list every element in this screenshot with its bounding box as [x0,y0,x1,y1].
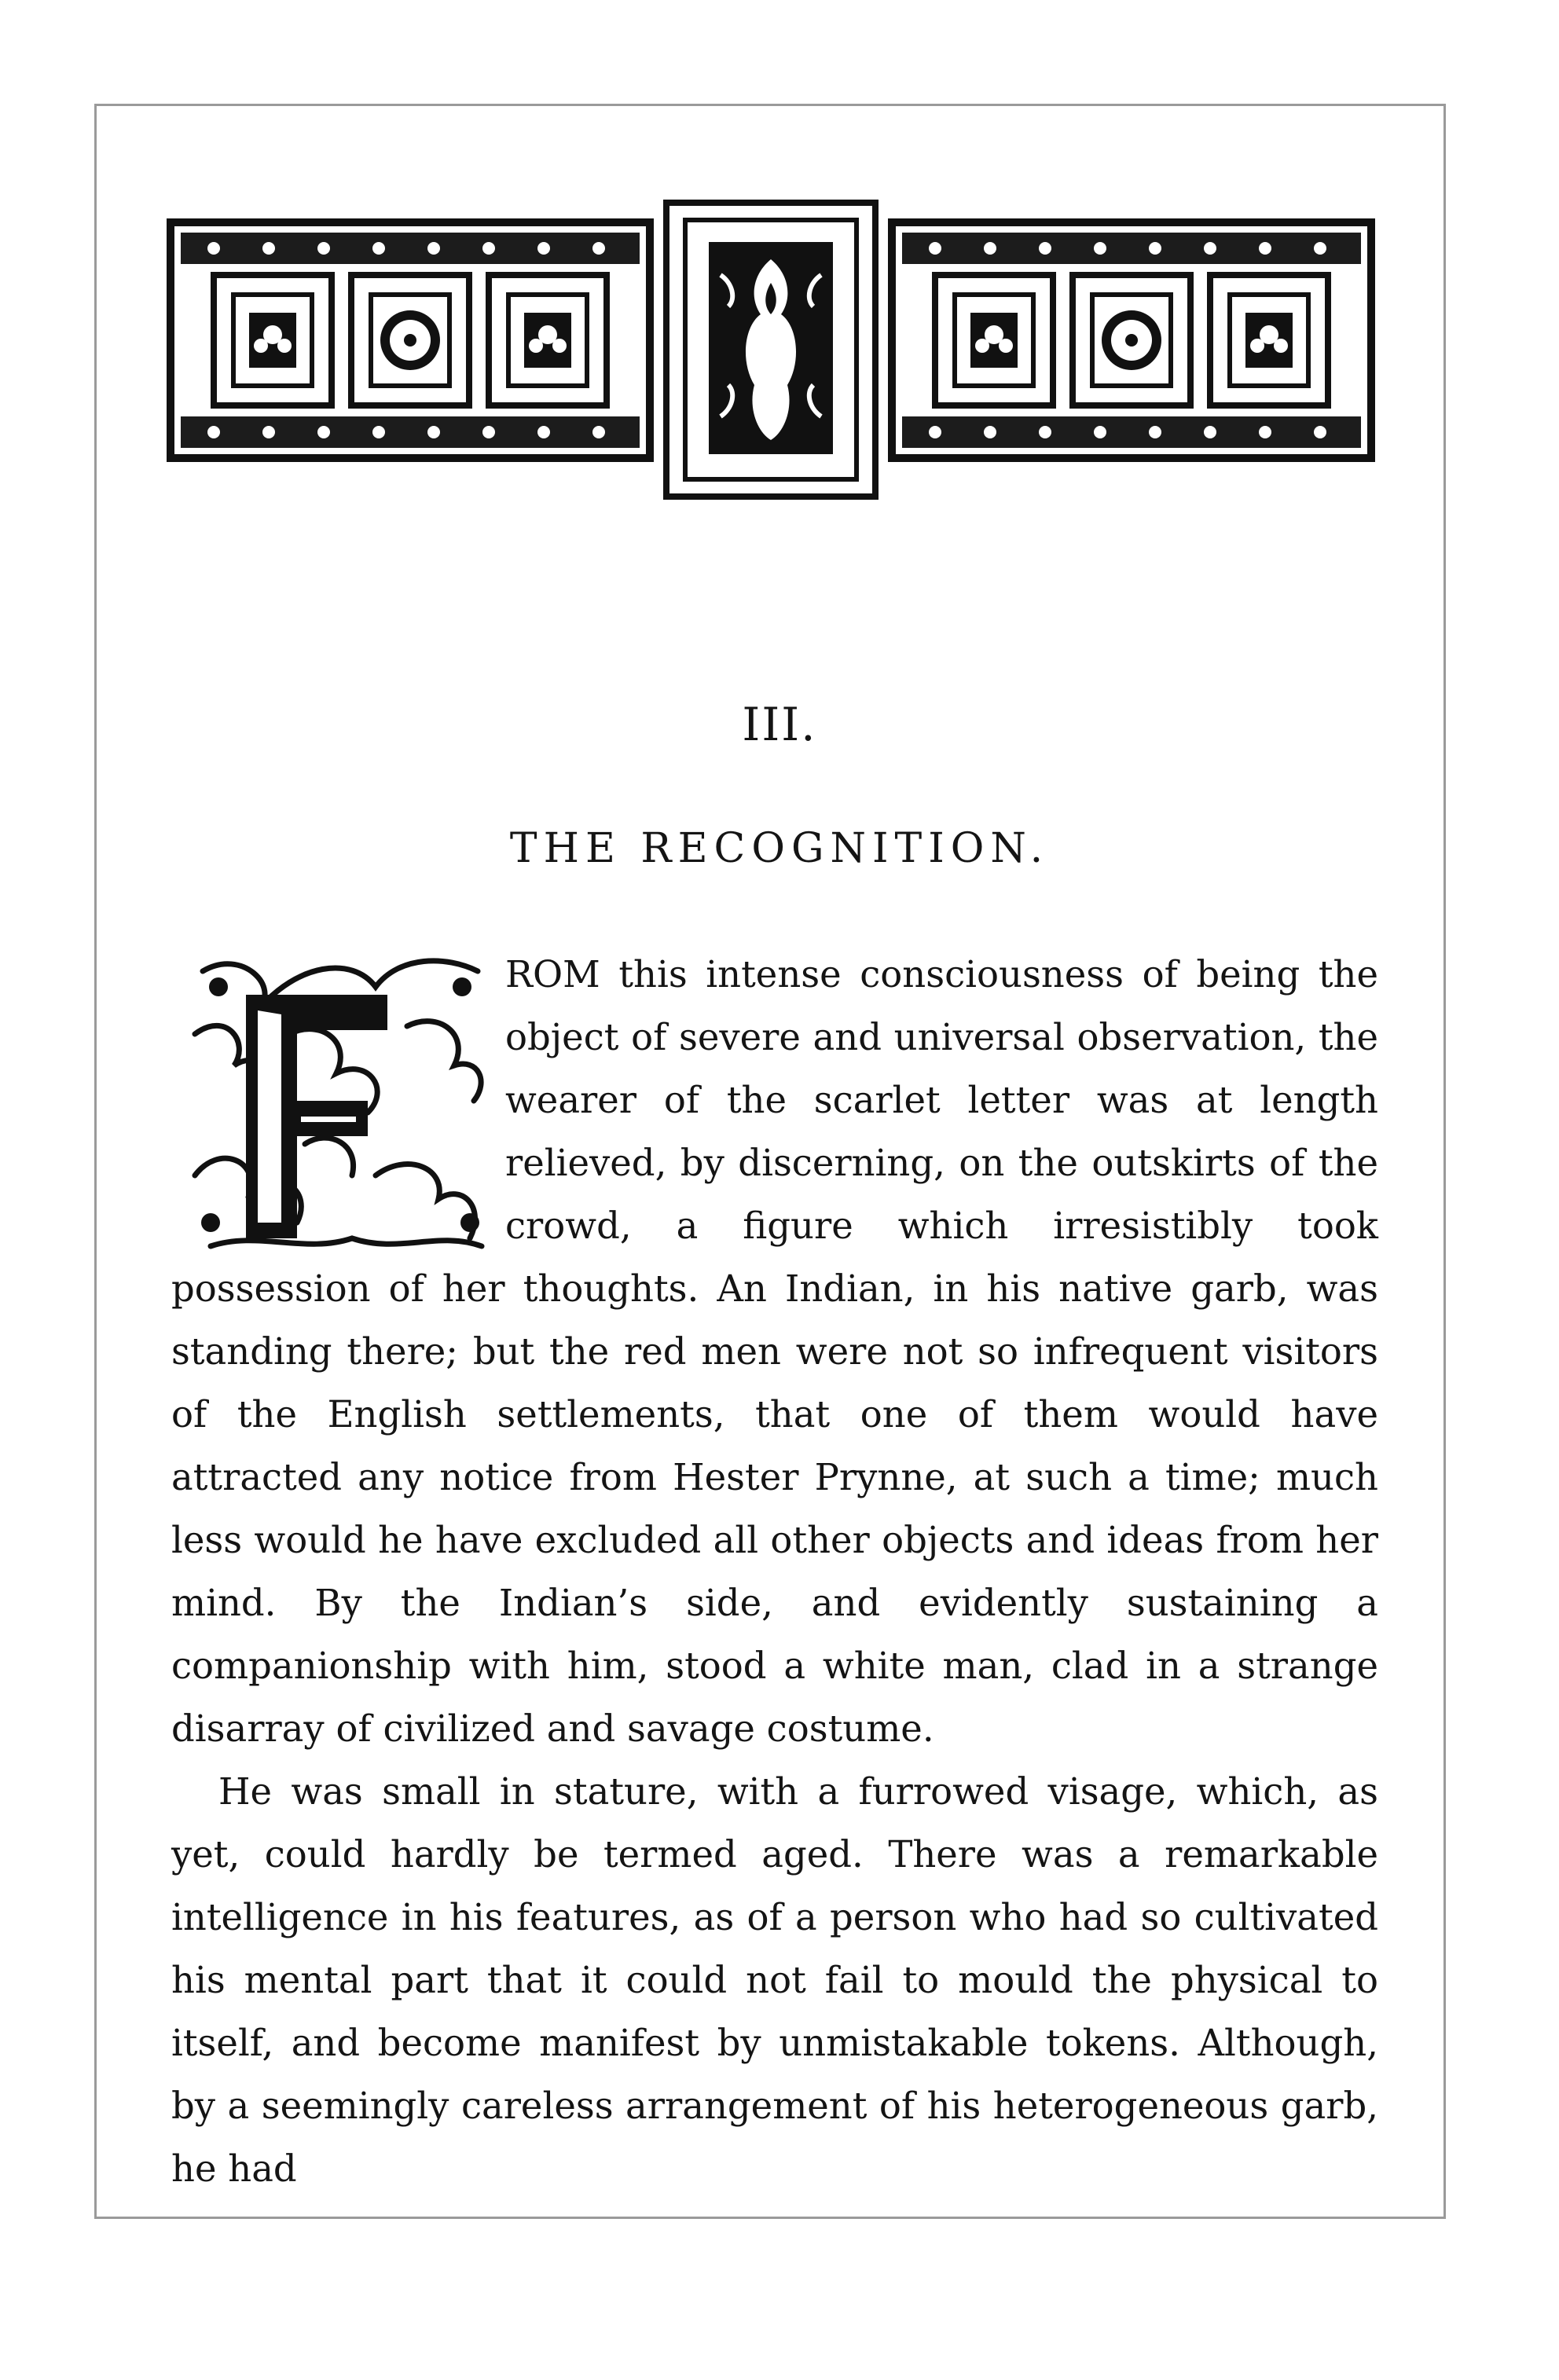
body-text [171,943,1378,2200]
paragraph-1: ROM this intense consciousness of being the object of severe and universal observation, the wearer of the scarlet letter was at length relieved, by discerning, on the outskirts of the crowd, a figure which irresistibly took possession of her thoughts. An Indian, in his native garb, was standing there; but the red men were not so infrequent visitors of the English settlements, that one of them would have attracted any notice from Hester Prynne, at such a time; much less would he have excluded all other objects and ideas from her mind. By the Indian’s side, and evidently sustaining a companionship with him, stood a white man, clad in a strange disarray of civilized and savage costume. [171,953,1378,1750]
chapter-title: THE RECOGNITION. [509,825,1050,872]
ornamental-headpiece [167,189,1375,511]
chapter-number: III. [742,698,817,751]
paragraph-2: He was small in stature, with a furrowed visage, which, as yet, could hardly be termed aged. There was a remarkable intelligence in his features, as of a person who had so cultivated his mental part that it could not fail to mould the physical to itself, and become manifest by unmistakable tokens. Although, by a seemingly careless arrangement of his heterogeneous garb, he had [171,1770,1378,2190]
drop-cap-space [171,943,505,1257]
